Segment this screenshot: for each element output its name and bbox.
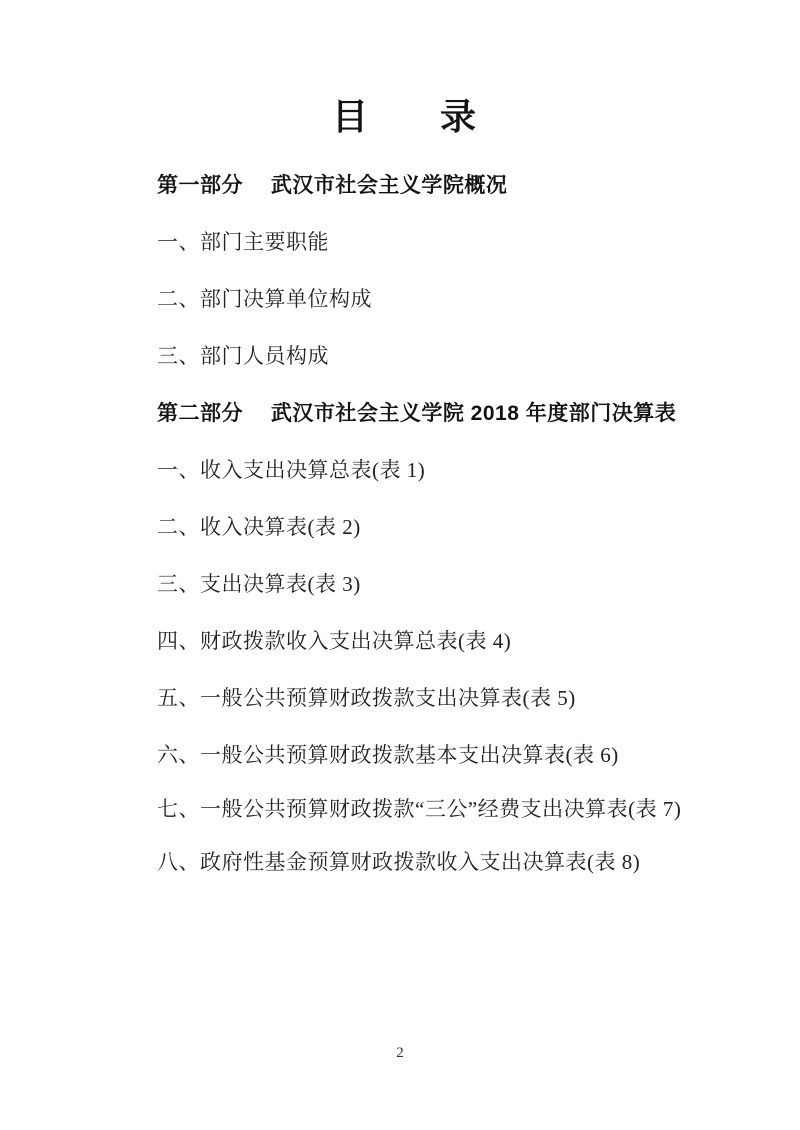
toc-item: 六、一般公共预算财政拨款基本支出决算表(表 6) (157, 743, 619, 767)
toc-item: 五、一般公共预算财政拨款支出决算表(表 5) (157, 686, 576, 710)
toc-item: 三、支出决算表(表 3) (157, 572, 361, 596)
toc-item: 七、一般公共预算财政拨款“三公”经费支出决算表(表 7) (157, 797, 682, 821)
toc-item: 三、部门人员构成 (157, 344, 329, 368)
page-number: 2 (396, 1045, 404, 1061)
section-heading-part2: 第二部分 武汉市社会主义学院 2018 年度部门决算表 (157, 402, 677, 425)
toc-item: 八、政府性基金预算财政拨款收入支出决算表(表 8) (157, 850, 641, 874)
toc-item: 一、部门主要职能 (157, 230, 329, 254)
section-heading-part1: 第一部分 武汉市社会主义学院概况 (157, 174, 508, 197)
page-title: 目 录 (331, 96, 476, 137)
toc-item: 二、收入决算表(表 2) (157, 515, 361, 539)
toc-item: 二、部门决算单位构成 (157, 287, 372, 311)
toc-item: 四、财政拨款收入支出决算总表(表 4) (157, 629, 512, 653)
toc-item: 一、收入支出决算总表(表 1) (157, 458, 426, 482)
